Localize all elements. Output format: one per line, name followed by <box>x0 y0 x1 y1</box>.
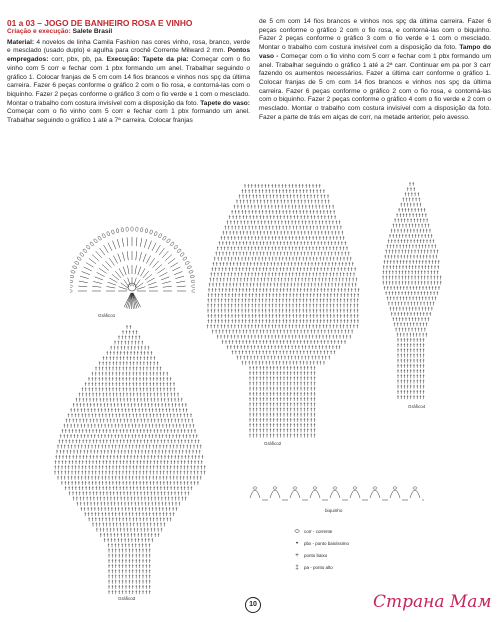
chart-4-caption: Gráfico4 <box>408 404 426 409</box>
credit-line <box>7 28 250 37</box>
instructions-left <box>7 39 250 126</box>
picot-diagram <box>246 480 424 506</box>
chain-stitch-icon: ⬭ <box>294 529 300 535</box>
legend-label: pbx - ponto baixíssimo <box>304 541 350 546</box>
double-crochet-icon: ‡ <box>295 565 299 571</box>
legend-item <box>292 526 349 538</box>
slip-stitch-icon: • <box>295 541 299 547</box>
credit-label: Criação e execução: <box>7 28 71 35</box>
chart-3-caption: Gráfico3 <box>118 596 136 601</box>
instruction-heading: Material: <box>7 38 35 46</box>
vase-stitches <box>207 184 360 438</box>
instruction-heading: Execução: Tapete da pia: <box>106 56 189 64</box>
fan-stitches <box>70 227 195 309</box>
picot-stitches <box>250 487 424 500</box>
instruction-text: 4 novelos de linha Camila Fashion nas cores vinho, rosa, branco, verde e mesclado (usado duplo) e agulha para crochê Corrente Milward 2 mm. <box>7 38 250 55</box>
leaf-small-stitches <box>382 182 442 399</box>
watermark-logo: Страна Мам <box>373 592 492 612</box>
picot-caption: biquinho <box>325 508 343 513</box>
instruction-text: de 5 cm com 14 fios brancos e vinhos nos spç da última carreira. Fazer 6 peças conforme o gráfico 2 com o fio rosa, e contorná-las com o biquinho. Fazer 2 peças conforme o gráfico 3 com o fio verde e 1 com o mesclado. Montar o trabalho com costura invisível com a disposição da foto. <box>259 18 491 52</box>
pattern-title: 01 a 03 – JOGO DE BANHEIRO ROSA E VINHO <box>7 18 193 28</box>
instruction-heading: Tapete do vaso: <box>200 99 250 107</box>
legend-label: pa - ponto alto <box>304 565 333 570</box>
chart-1-fan-diagram <box>70 173 195 313</box>
instruction-text: Começar com o fio vinho com 5 corr e fechar com 1 pbx formando um anel. Trabalhar seguindo o gráfico 1. Colocar franjas de 5 cm com 14 fios brancos e vinhos nos spç da última carreira. Fazer 6 peças conforme o gráfico 2 com o fio rosa, e contorná-las com o biquinho. Fazer 2 peças conforme o gráfico 3 com o fio verde e 1 com o mesclado. Montar o trabalho com costura invisível com a disposição da foto. <box>7 56 250 107</box>
chart-4-leaf-diagram <box>378 178 448 404</box>
instruction-text: Começar com o fio vinho com 5 corr e fechar com 1 pbx formando um anel. Trabalhar seguindo o gráfico 1 até a 7ª carreira. Colocar franjas <box>7 108 250 125</box>
single-crochet-icon: + <box>295 553 299 559</box>
chart-2-vase-diagram <box>200 178 370 440</box>
left-text-column <box>7 18 250 126</box>
chart-1-caption: Gráfico1 <box>98 313 116 318</box>
stitch-legend <box>292 526 349 574</box>
legend-item <box>292 550 349 562</box>
legend-label: ponto baixo <box>304 553 328 558</box>
instructions-right <box>259 18 491 122</box>
instruction-heading: Pontos empregados: <box>7 47 250 64</box>
legend-item <box>292 538 349 550</box>
instruction-heading: Tampo do vaso - <box>259 44 491 60</box>
right-text-column <box>259 18 491 122</box>
instruction-text: Começar com o fio vinho com 5 corr e fechar com 1 pbx formando um anel. Trabalhar seguindo o gráfico 1 até a 2ª carr. Continuar em pa por 3 carr fazendo os aumentos necessários. Fazer a última carr conforme o gráfico 1. Colocar franjas de 5 cm com 14 fios brancos e vinhos nos spç da última carreira. Fazer 6 peças conforme o gráfico 2 com o fio rosa, e contorná-las com o biquinho. Fazer 2 peças conforme o gráfico 4 com o fio verde e 2 com o mesclado. Montar o trabalho com costura invisível com a disposição da foto. Fazer a parte de trás em alças de corr, na metade anterior, pelo avesso. <box>259 52 492 121</box>
page-number: 10 <box>245 597 261 613</box>
leaf-large-stitches <box>54 325 206 594</box>
chart-2-caption: Gráfico2 <box>264 441 282 446</box>
legend-item <box>292 562 349 574</box>
chart-3-leaf-diagram <box>48 321 218 596</box>
instruction-text: corr, pbx, pb, pa. <box>48 56 107 64</box>
legend-label: corr - corrente <box>304 529 333 534</box>
credit-name: Salete Brasil <box>72 28 113 35</box>
